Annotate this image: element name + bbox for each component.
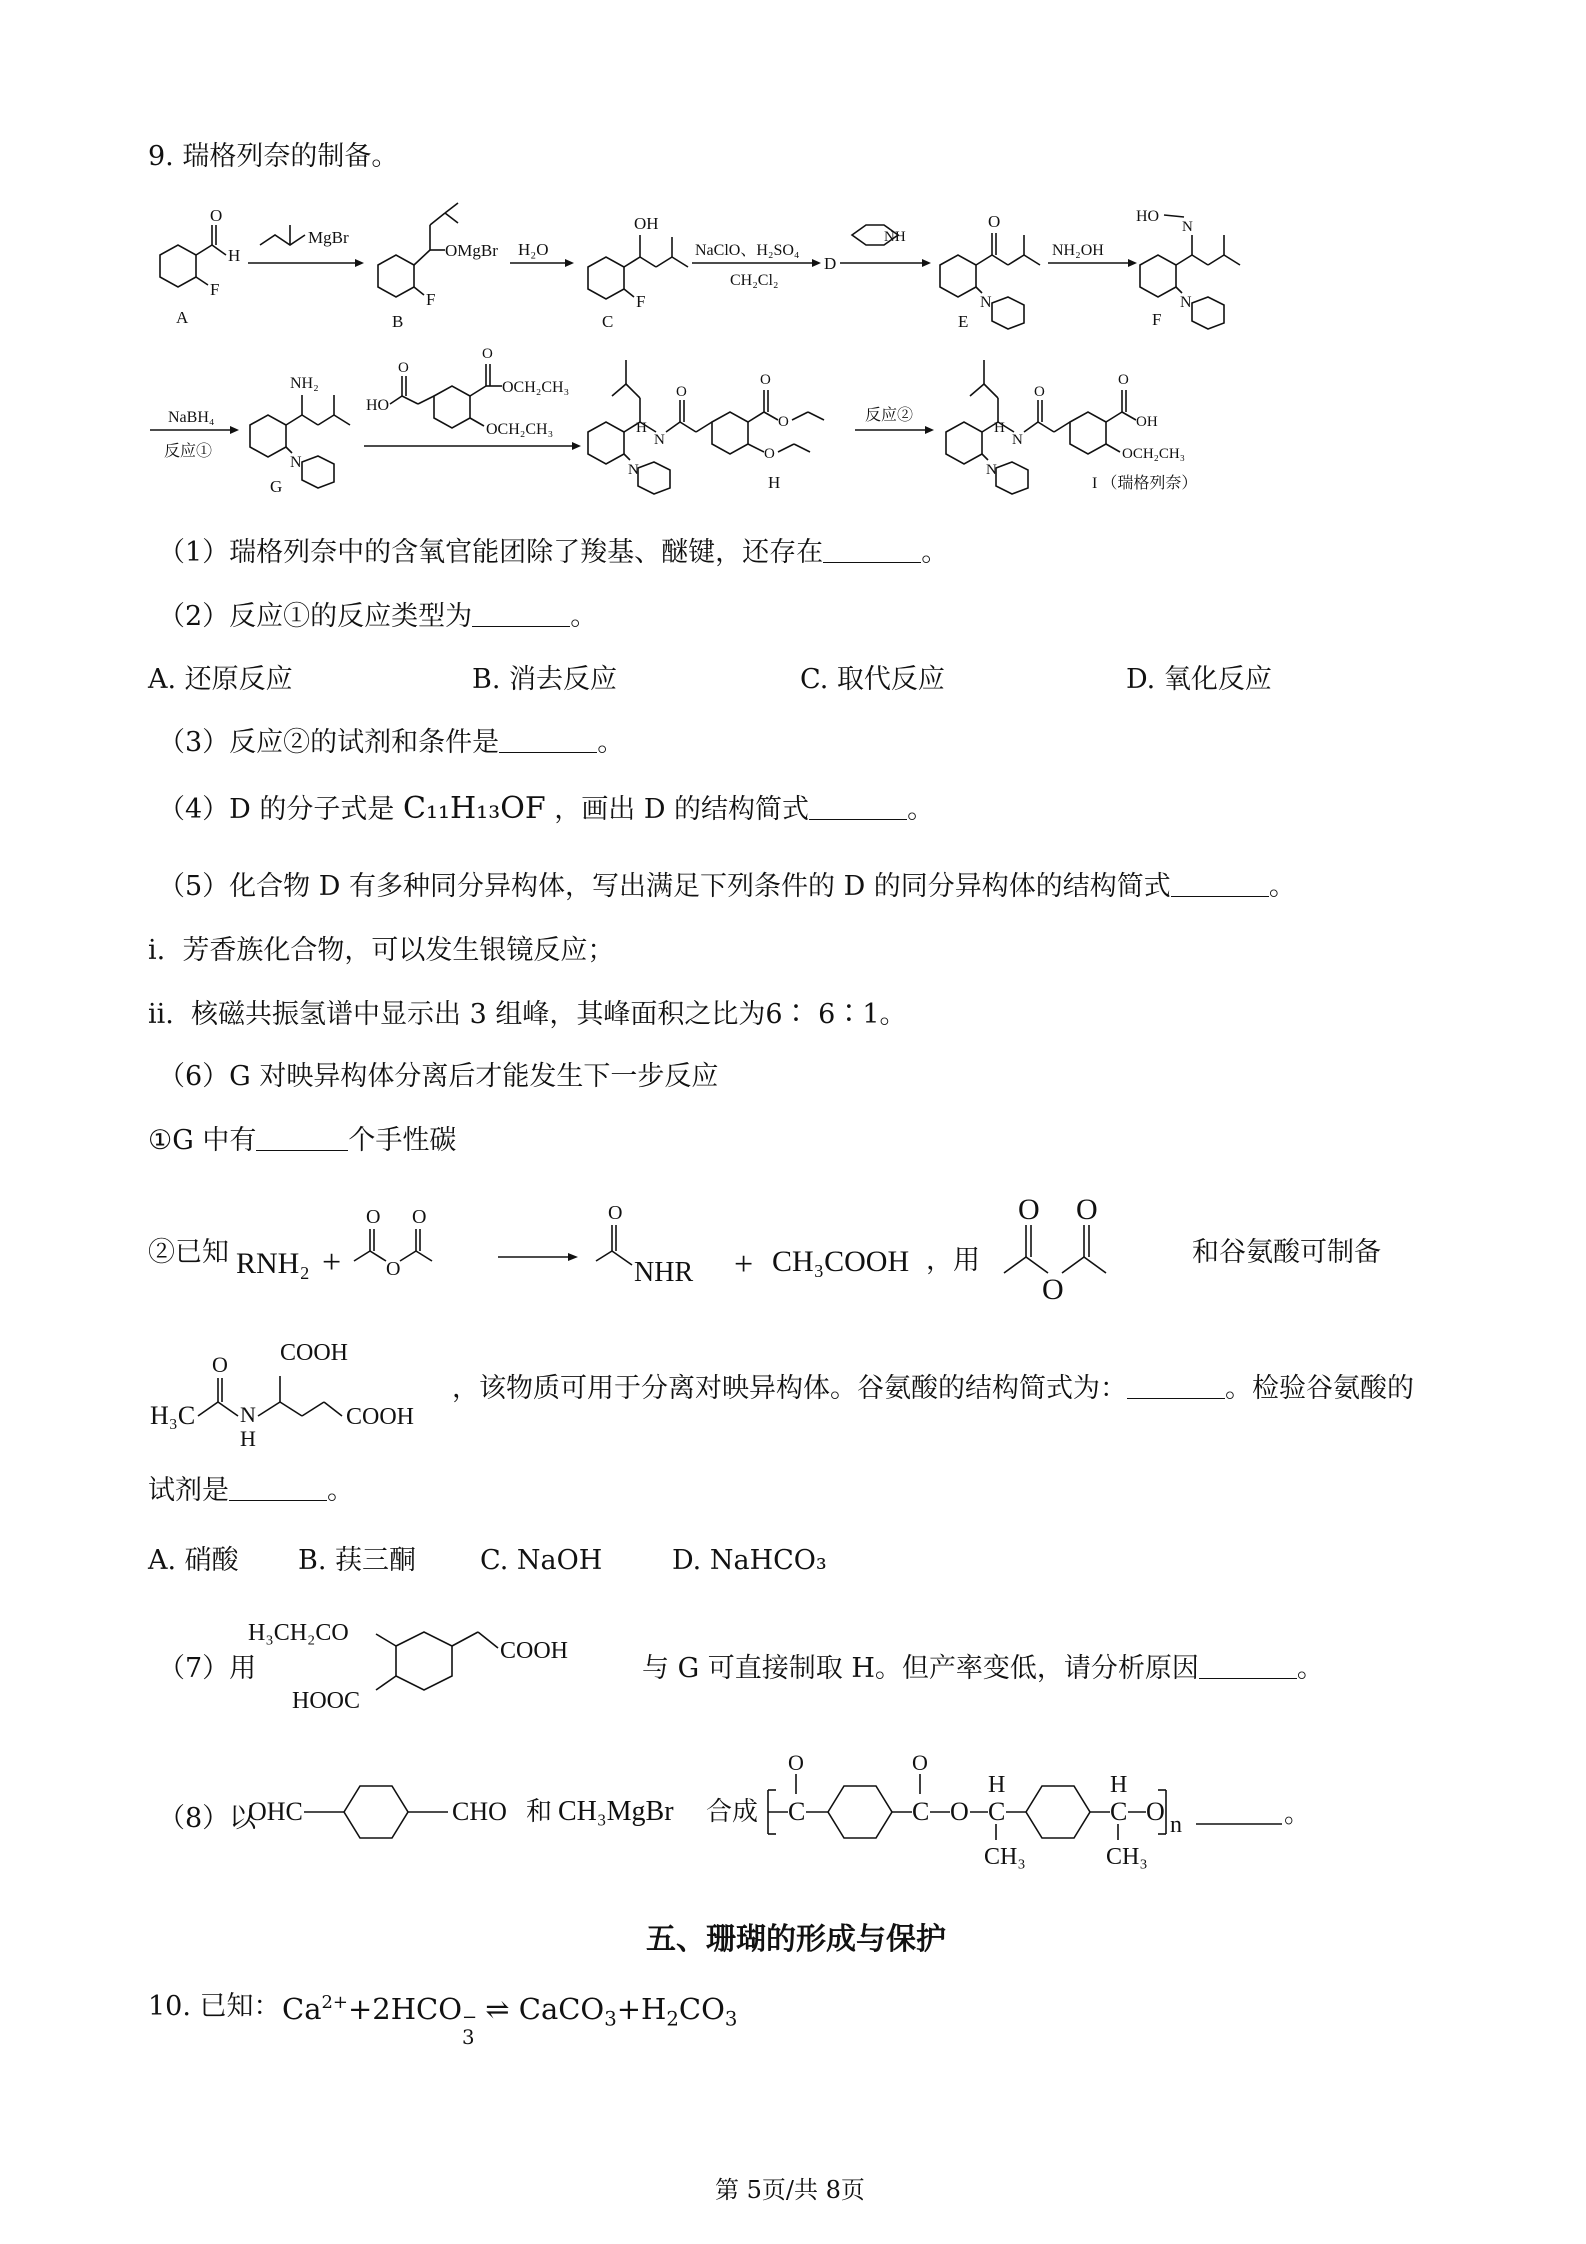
svg-text:NH₂: NH₂ [290, 375, 319, 392]
n-acetyl-glutamic-acid [146, 1332, 466, 1452]
q9-part-6-2-text: ，该物质可用于分离对映异构体。谷氨酸的结构简式为： 。检验谷氨酸的 [452, 1373, 1414, 1404]
answer-blank-1[interactable] [823, 538, 921, 563]
svg-text:反应①: 反应① [164, 443, 213, 460]
svg-text:O: O [912, 1750, 928, 1775]
svg-text:A: A [176, 308, 189, 327]
arrow-1 [248, 225, 364, 267]
svg-text:H: H [240, 1426, 256, 1451]
svg-text:N: N [240, 1402, 256, 1427]
svg-text:E: E [958, 312, 969, 331]
svg-text:HO: HO [366, 397, 390, 414]
q9-part-8-a: （8）以 [158, 1803, 257, 1834]
q9-part-6-option-b[interactable]: B. 荴三酮 [298, 1545, 417, 1576]
svg-text:O: O [608, 1202, 623, 1224]
compound-A [160, 206, 240, 327]
svg-text:C: C [988, 1797, 1006, 1826]
synthesis-scheme-row-1 [140, 205, 1250, 335]
svg-text:F: F [426, 290, 436, 309]
svg-text:OHC: OHC [248, 1797, 303, 1826]
arrow-5 [1048, 242, 1137, 267]
svg-text:D: D [824, 254, 837, 273]
svg-text:O: O [398, 360, 409, 376]
svg-text:O: O [1018, 1193, 1040, 1226]
svg-text:MgBr: MgBr [308, 228, 349, 247]
svg-text:N: N [1180, 294, 1192, 311]
q9-part-4: （4）D 的分子式是 C₁₁H₁₃OF ，画出 D 的结构简式 。 [158, 791, 935, 826]
q9-part-2-option-b[interactable]: B. 消去反应 [472, 664, 618, 695]
arrow-7-reagent [364, 346, 581, 450]
formula-D: C₁₁H₁₃OF [403, 791, 546, 826]
answer-blank-3[interactable] [499, 728, 597, 753]
svg-text:C: C [912, 1797, 930, 1826]
svg-text:C: C [602, 312, 614, 331]
svg-text:O: O [778, 414, 789, 430]
svg-text:N: N [290, 454, 302, 471]
svg-text:N: N [1012, 432, 1023, 448]
svg-text:C: C [1110, 1797, 1128, 1826]
q9-part-2-option-c[interactable]: C. 取代反应 [800, 664, 945, 695]
svg-text:O: O [1076, 1193, 1098, 1226]
svg-text:COOH: COOH [346, 1404, 415, 1430]
q9-part-7-b: 与 G 可直接制取 H。但产率变低，请分析原因 。 [642, 1653, 1324, 1684]
compound-C [588, 214, 688, 331]
synthesis-scheme-row-2 [140, 340, 1250, 500]
svg-text:CH₂Cl₂: CH₂Cl₂ [730, 272, 779, 289]
svg-text:O: O [210, 206, 223, 225]
svg-text:HO: HO [1136, 208, 1160, 225]
svg-text:H: H [988, 1772, 1006, 1798]
arrow-6 [150, 409, 239, 460]
svg-text:OH: OH [1136, 414, 1158, 430]
q9-part-5: （5）化合物 D 有多种同分异构体，写出满足下列条件的 D 的同分异构体的结构简式 。 [158, 871, 1296, 902]
q9-part-1: （1）瑞格列奈中的含氧官能团除了羧基、醚键，还存在 。 [158, 537, 949, 568]
q9-part-6-option-c[interactable]: C. NaOH [480, 1545, 603, 1576]
condition-i: i. 芳香族化合物，可以发生银镜反应； [148, 935, 615, 966]
svg-text:O: O [482, 346, 493, 362]
q9-part-6-1: ①G 中有 个手性碳 [148, 1125, 457, 1156]
arrow-8 [855, 406, 934, 434]
svg-text:OCH₂CH₃: OCH₂CH₃ [486, 421, 554, 438]
q9-part-6-option-d[interactable]: D. NaHCO₃ [672, 1545, 827, 1576]
svg-text:，用: ，用 [926, 1245, 980, 1275]
answer-blank-6-1[interactable] [256, 1126, 348, 1151]
svg-text:n: n [1170, 1812, 1182, 1838]
arrow-3 [692, 242, 836, 289]
q9-part-3: （3）反应②的试剂和条件是 。 [158, 727, 625, 758]
svg-text:RNH₂: RNH₂ [236, 1247, 310, 1280]
svg-text:B: B [392, 312, 404, 331]
compound-F [1136, 208, 1240, 329]
svg-text:I （瑞格列奈）: I （瑞格列奈） [1092, 475, 1198, 492]
svg-text:NH₂OH: NH₂OH [1052, 242, 1104, 259]
question-9-title: 9. 瑞格列奈的制备。 [148, 141, 399, 172]
svg-text:OH: OH [634, 214, 659, 233]
q9-part-6-option-a[interactable]: A. 硝酸 [148, 1545, 239, 1576]
svg-text:O: O [1118, 372, 1129, 388]
svg-text:N: N [986, 462, 997, 478]
question-10-label: 10. 已知： [148, 1991, 281, 2022]
svg-text:O: O [760, 372, 771, 388]
svg-text:O: O [764, 446, 775, 462]
q9-part-2: （2）反应①的反应类型为 。 [158, 601, 598, 632]
svg-text:。: 。 [1284, 1799, 1311, 1828]
equilibrium-arrow: ⇌ [485, 1991, 510, 2026]
svg-text:OCH₂CH₃: OCH₂CH₃ [502, 379, 570, 396]
svg-text:COOH: COOH [280, 1340, 349, 1366]
svg-text:O: O [1146, 1797, 1165, 1826]
svg-text:OCH₂CH₃: OCH₂CH₃ [1122, 446, 1185, 462]
svg-text:和: 和 [526, 1797, 553, 1826]
q9-part-6-2-reagent: 试剂是 。 [148, 1475, 354, 1506]
svg-text:O: O [788, 1750, 804, 1775]
svg-text:反应②: 反应② [865, 407, 914, 424]
svg-text:COOH: COOH [500, 1638, 569, 1664]
svg-text:NaClO、H₂SO₄: NaClO、H₂SO₄ [695, 242, 800, 259]
svg-text:NH: NH [884, 229, 906, 245]
svg-text:F: F [1152, 310, 1162, 329]
svg-text:H: H [1110, 1772, 1128, 1798]
compound-G [250, 375, 350, 496]
svg-text:CH₃: CH₃ [984, 1844, 1026, 1870]
compound-I-repaglinide [946, 360, 1197, 494]
answer-blank-5[interactable] [1171, 872, 1269, 897]
svg-text:G: G [270, 477, 283, 496]
svg-text:H: H [994, 420, 1005, 436]
svg-text:NaBH₄: NaBH₄ [168, 409, 215, 426]
question-10-equation: $Ca^{2+}+2HCO$ − 3 ⇌ $CaCO_3+H_2CO_3$ [282, 1991, 738, 2049]
compound-B [378, 203, 498, 331]
svg-text:O: O [366, 1206, 381, 1228]
svg-text:O: O [412, 1206, 427, 1228]
svg-text:C: C [788, 1797, 806, 1826]
answer-blank-6-2a[interactable] [1127, 1374, 1225, 1399]
answer-blank-4[interactable] [809, 795, 907, 820]
svg-text:NHR: NHR [634, 1257, 694, 1288]
svg-text:OMgBr: OMgBr [445, 241, 498, 260]
q9-part-6: （6）G 对映异构体分离后才能发生下一步反应 [158, 1061, 719, 1092]
svg-text:H: H [636, 420, 647, 436]
q9-part-6-2-prep: 和谷氨酸可制备 [1192, 1237, 1381, 1268]
acid-reagent-structure [248, 1612, 638, 1722]
q9-part-2-option-d[interactable]: D. 氧化反应 [1126, 664, 1272, 695]
section-5-heading: 五、珊瑚的形成与保护 [646, 1922, 946, 1957]
svg-text:+: + [734, 1246, 754, 1283]
svg-text:O: O [1042, 1273, 1064, 1306]
anhydride-reaction [236, 1195, 1236, 1305]
svg-text:CH₃: CH₃ [1106, 1844, 1148, 1870]
svg-text:O: O [950, 1797, 969, 1826]
svg-text:F: F [636, 292, 646, 311]
svg-text:O: O [386, 1258, 401, 1280]
page-footer: 第 5页/共 8页 [715, 2176, 865, 2204]
svg-text:H: H [228, 246, 241, 265]
svg-text:O: O [212, 1352, 228, 1377]
condition-ii: ii. 核磁共振氢谱中显示出 3 组峰，其峰面积之比为6∶ 6∶1。 [148, 999, 907, 1030]
answer-blank-2[interactable] [472, 602, 570, 627]
svg-text:H₃CH₂CO: H₃CH₂CO [248, 1620, 349, 1646]
compound-E [940, 212, 1040, 331]
svg-text:CH₃MgBr: CH₃MgBr [558, 1796, 674, 1827]
svg-text:+: + [322, 1244, 342, 1281]
svg-text:N: N [980, 294, 992, 311]
svg-text:CH₃COOH: CH₃COOH [772, 1245, 910, 1278]
svg-text:H₂O: H₂O [518, 240, 549, 259]
svg-text:合成: 合成 [706, 1797, 759, 1826]
q9-part-2-option-a[interactable]: A. 还原反应 [148, 664, 293, 695]
svg-text:CHO: CHO [452, 1797, 507, 1826]
answer-blank-7[interactable] [1199, 1654, 1297, 1679]
svg-text:H₃C: H₃C [150, 1401, 196, 1430]
svg-text:N: N [628, 462, 639, 478]
svg-text:N: N [654, 432, 665, 448]
compound-H [588, 360, 824, 494]
q9-part-7-a: （7）用 [158, 1653, 257, 1684]
svg-text:HOOC: HOOC [292, 1688, 361, 1714]
svg-text:O: O [988, 212, 1001, 231]
svg-text:O: O [676, 384, 687, 400]
arrow-4 [840, 225, 931, 267]
svg-text:H: H [768, 473, 781, 492]
q8-reagents-and-polymer [248, 1750, 1388, 1880]
svg-text:F: F [210, 280, 220, 299]
svg-text:N: N [1182, 219, 1193, 235]
answer-blank-6-2b[interactable] [229, 1476, 327, 1501]
q9-part-6-2-known: ②已知 [148, 1237, 229, 1268]
arrow-2 [510, 240, 574, 267]
svg-text:O: O [1034, 384, 1045, 400]
